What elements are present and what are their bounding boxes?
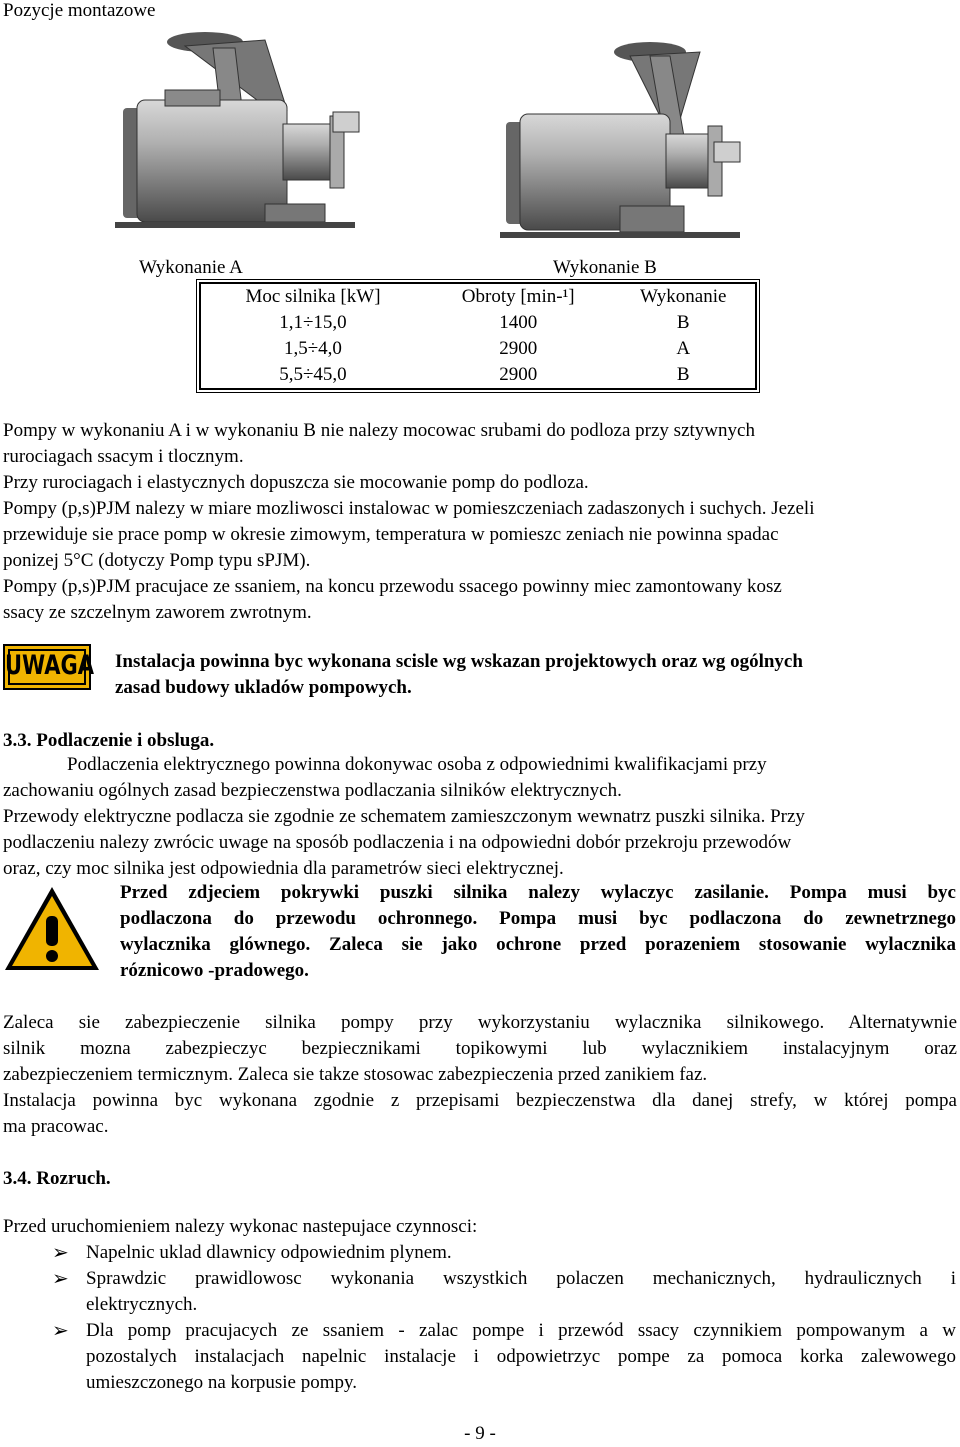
protection-text: Instalacja powinna byc wykonana zgodnie z przepisami bezpieczenstwa dla danej strefy, w której pompa xyxy=(3,1090,957,1111)
uwaga-badge xyxy=(3,644,95,690)
figure-label-b: Wykonanie B xyxy=(553,257,657,278)
figure-label-a: Wykonanie A xyxy=(139,257,243,278)
mounting-text: przewiduje sie prace pomp w okresie zimowym, temperatura w pomieszc zeniach nie powinna spadac xyxy=(3,524,779,545)
section-text: Przed uruchomieniem nalezy wykonac nastepujace czynnosci: xyxy=(3,1216,478,1237)
protection-text: Zaleca sie zabezpieczenie silnika pompy przy wykorzystaniu wylacznika silnikowego. Alternatywnie xyxy=(3,1012,957,1033)
section-text: oraz, czy moc silnika jest odpowiednia dla parametrów sieci elektrycznej. xyxy=(3,858,564,879)
header-cell: Moc silnika [kW] xyxy=(245,286,381,307)
danger-text: podlaczona do przewodu ochronnego. Pompa musi byc podlaczona do zewnetrznego xyxy=(120,908,956,929)
protection-text: zabezpieczeniem termicznym. Zaleca sie takze stosowac zabezpieczenia przed zanikiem faz. xyxy=(3,1064,708,1085)
list-item: Dla pomp pracujacych ze ssaniem - zalac pompe i przewód ssacy czynnikiem pompowanym a w xyxy=(86,1320,956,1341)
header-cell: Wykonanie xyxy=(640,286,727,307)
section-text: Przewody elektryczne podlacza sie zgodnie ze schematem zamieszczonym wewnatrz puszki silnika. Przy xyxy=(3,806,805,827)
mounting-text: Pompy (p,s)PJM nalezy w miare mozliwosci instalowac w pomieszczeniach zadaszonych i suchych. Jezeli xyxy=(3,498,815,519)
mounting-text: Przy rurociagach i elastycznych dopuszcza sie mocowanie pomp do podloza. xyxy=(3,472,589,493)
list-item: Napelnic uklad dlawnicy odpowiednim plynem. xyxy=(86,1242,452,1263)
table-cell: 5,5÷45,0 xyxy=(279,364,347,385)
warning-text: zasad budowy ukladów pompowych. xyxy=(115,677,412,698)
danger-text: Przed zdjeciem pokrywki puszki silnika nalezy wylaczyc zasilanie. Pompa musi byc xyxy=(120,882,956,903)
mounting-text: ponizej 5°C (dotyczy Pomp typu sPJM). xyxy=(3,550,311,571)
table-cell: B xyxy=(676,364,690,385)
page-title: Pozycje montazowe xyxy=(3,0,156,21)
bullet-arrow-icon: ➢ xyxy=(52,1242,69,1264)
header-cell: Obroty [min-¹] xyxy=(461,286,575,307)
danger-text: róznicowo -pradowego. xyxy=(120,960,309,981)
bullet-arrow-icon: ➢ xyxy=(52,1320,69,1342)
list-item: Sprawdzic prawidlowosc wykonania wszystkich polaczen mechanicznych, hydraulicznych i xyxy=(86,1268,956,1289)
protection-text: silnik mozna zabezpieczyc bezpiecznikami topikowymi lub wylacznikiem instalacyjnym oraz xyxy=(3,1038,957,1059)
mounting-text: Pompy (p,s)PJM pracujace ze ssaniem, na koncu przewodu ssacego powinny miec zamontowany kosz xyxy=(3,576,782,597)
table-row xyxy=(200,362,756,389)
list-item: pozostalych instalacjach napelnic instalacje i odpowietrzyc pompe za pomoca korka zalewowego xyxy=(86,1346,956,1367)
mounting-text: rurociagach ssacym i tlocznym. xyxy=(3,446,244,467)
table-cell: 2900 xyxy=(499,338,538,359)
table-cell: 1400 xyxy=(499,312,538,333)
pump-illustration-a xyxy=(115,28,365,238)
section-text: zachowaniu ogólnych zasad bezpieczenstwa podlaczania silników elektrycznych. xyxy=(3,780,622,801)
table-cell: A xyxy=(676,338,691,359)
table-cell: 1,1÷15,0 xyxy=(279,312,347,333)
bullet-arrow-icon: ➢ xyxy=(52,1268,69,1290)
list-item: umieszczonego na korpusie pompy. xyxy=(86,1372,358,1393)
table-cell: 1,5÷4,0 xyxy=(284,338,342,359)
section-text: podlaczeniu nalezy zwrócic uwage na sposób podlaczenia i na odpowiedni dobór przekroju przewodów xyxy=(3,832,792,853)
mounting-text: Pompy w wykonaniu A i w wykonaniu B nie nalezy mocowac srubami do podloza przy sztywnych xyxy=(3,420,755,441)
section-heading: 3.3. Podlaczenie i obsluga. xyxy=(3,730,215,751)
protection-text: ma pracowac. xyxy=(3,1116,109,1137)
list-item: elektrycznych. xyxy=(86,1294,198,1315)
table-header-row xyxy=(200,283,756,310)
pump-illustration-b xyxy=(500,38,750,248)
table-cell: B xyxy=(676,312,690,333)
table-row xyxy=(200,336,756,362)
section-heading: 3.4. Rozruch. xyxy=(3,1168,111,1189)
warning-text: Instalacja powinna byc wykonana scisle wg wskazan projektowych oraz wg ogólnych xyxy=(115,651,803,672)
table-cell: 2900 xyxy=(499,364,538,385)
page-number: - 9 - xyxy=(464,1423,496,1444)
section-text: Podlaczenia elektrycznego powinna dokonywac osoba z odpowiednimi kwalifikacjami przy xyxy=(67,754,767,775)
mounting-text: ssacy ze szczelnym zaworem zwrotnym. xyxy=(3,602,312,623)
danger-text: wylacznika glównego. Zaleca sie jako ochrone przed porazeniem stosowanie wylacznika xyxy=(120,934,956,955)
motor-spec-table xyxy=(199,282,757,390)
warning-triangle-icon xyxy=(2,884,102,974)
table-row xyxy=(200,310,756,336)
uwaga-badge-text: UWAGA xyxy=(5,650,95,680)
